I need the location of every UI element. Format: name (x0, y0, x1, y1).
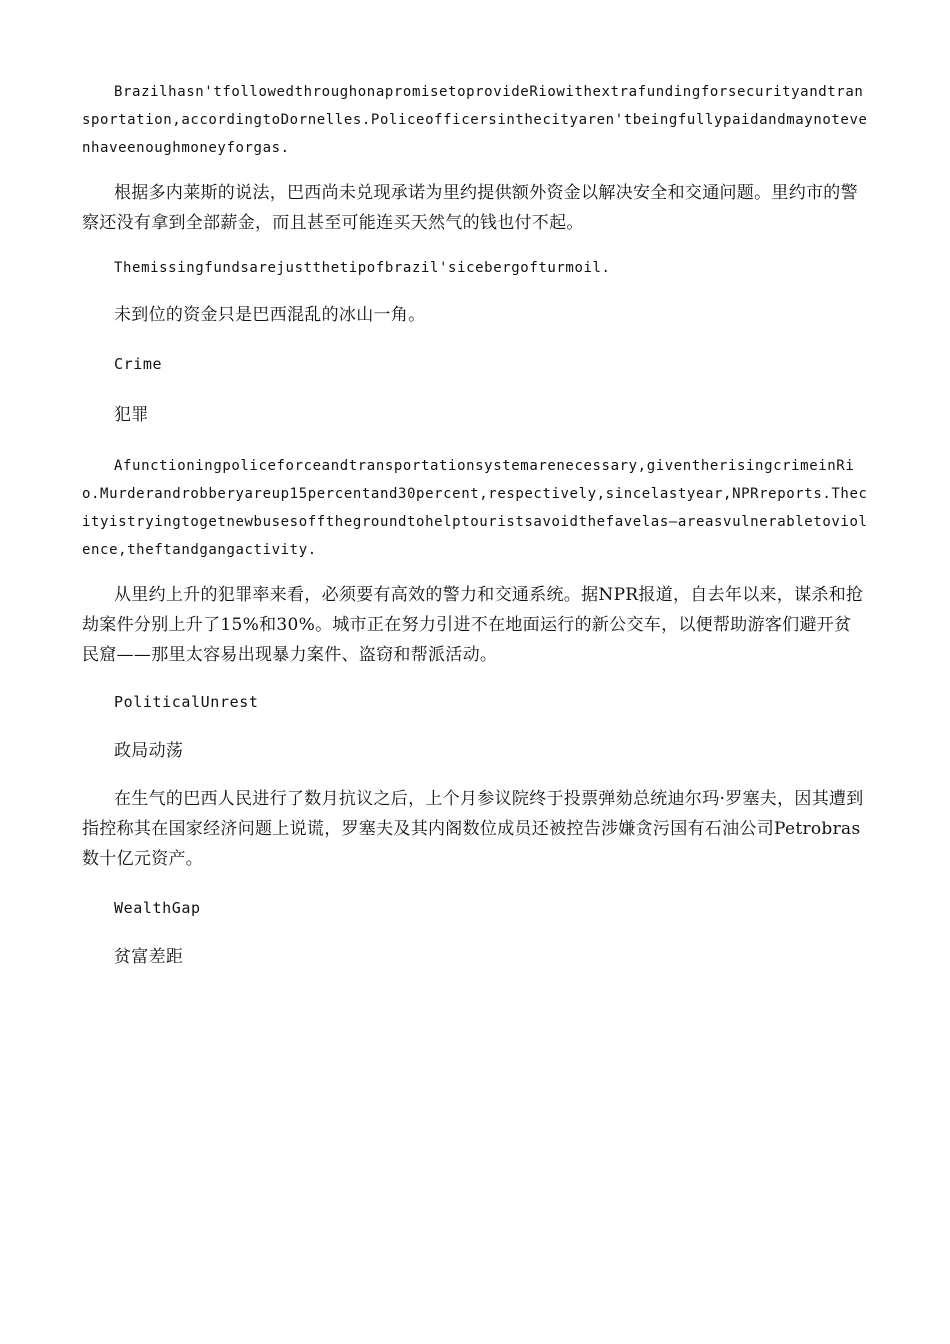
paragraph-chinese-funding: 根据多内莱斯的说法，巴西尚未兑现承诺为里约提供额外资金以解决安全和交通问题。里约市的警察还没有拿到全部薪金，而且甚至可能连买天然气的钱也付不起。 (82, 183, 858, 233)
paragraph-english-funding: Brazilhasn'tfollowedthroughonapromisetoprovideRiowithextrafundingforsecurityandtransportation,accordingtoDornelles.Policeofficersinthecityaren'tbeingfullypaidandmaynotevenhaveenoughmoneyforgas. (82, 84, 868, 156)
heading-wealth-gap-english: WealthGap (114, 899, 201, 917)
heading-wealth-gap-chinese: 贫富差距 (114, 947, 184, 967)
paragraph-english-crime: Afunctioningpoliceforceandtransportationsystemarenecessary,giventherisingcrimeinRio.Murderandrobberyareup15percentand30percent,respectively,sincelastyear,NPRreports.Thecityistryingtogetnewbusesoffthegroundtohelptouristsavoidthefavelas—areasvulnerabletoviolence,theftandgangactivity. (82, 458, 868, 558)
paragraph-english-iceberg: Themissingfundsarejustthetipofbrazil'sicebergofturmoil. (114, 260, 611, 276)
paragraph-chinese-crime: 从里约上升的犯罪率来看，必须要有高效的警力和交通系统。据NPR报道，自去年以来，谋杀和抢劫案件分别上升了15%和30%。城市正在努力引进不在地面运行的新公交车，以便帮助游客们避开贫民窟——那里太容易出现暴力案件、盗窃和帮派活动。 (82, 585, 864, 665)
heading-crime-english: Crime (114, 355, 163, 373)
paragraph-chinese-political-unrest: 在生气的巴西人民进行了数月抗议之后，上个月参议院终于投票弹劾总统迪尔玛·罗塞夫，因其遭到指控称其在国家经济问题上说谎，罗塞夫及其内阁数位成员还被控告涉嫌贪污国有石油公司Petrobras数十亿元资产。 (82, 789, 864, 869)
paragraph-chinese-iceberg: 未到位的资金只是巴西混乱的冰山一角。 (114, 305, 426, 325)
document-page (82, 78, 868, 972)
heading-political-unrest-english: PoliticalUnrest (114, 693, 259, 711)
heading-crime-chinese: 犯罪 (114, 405, 149, 425)
heading-political-unrest-chinese: 政局动荡 (114, 741, 184, 761)
